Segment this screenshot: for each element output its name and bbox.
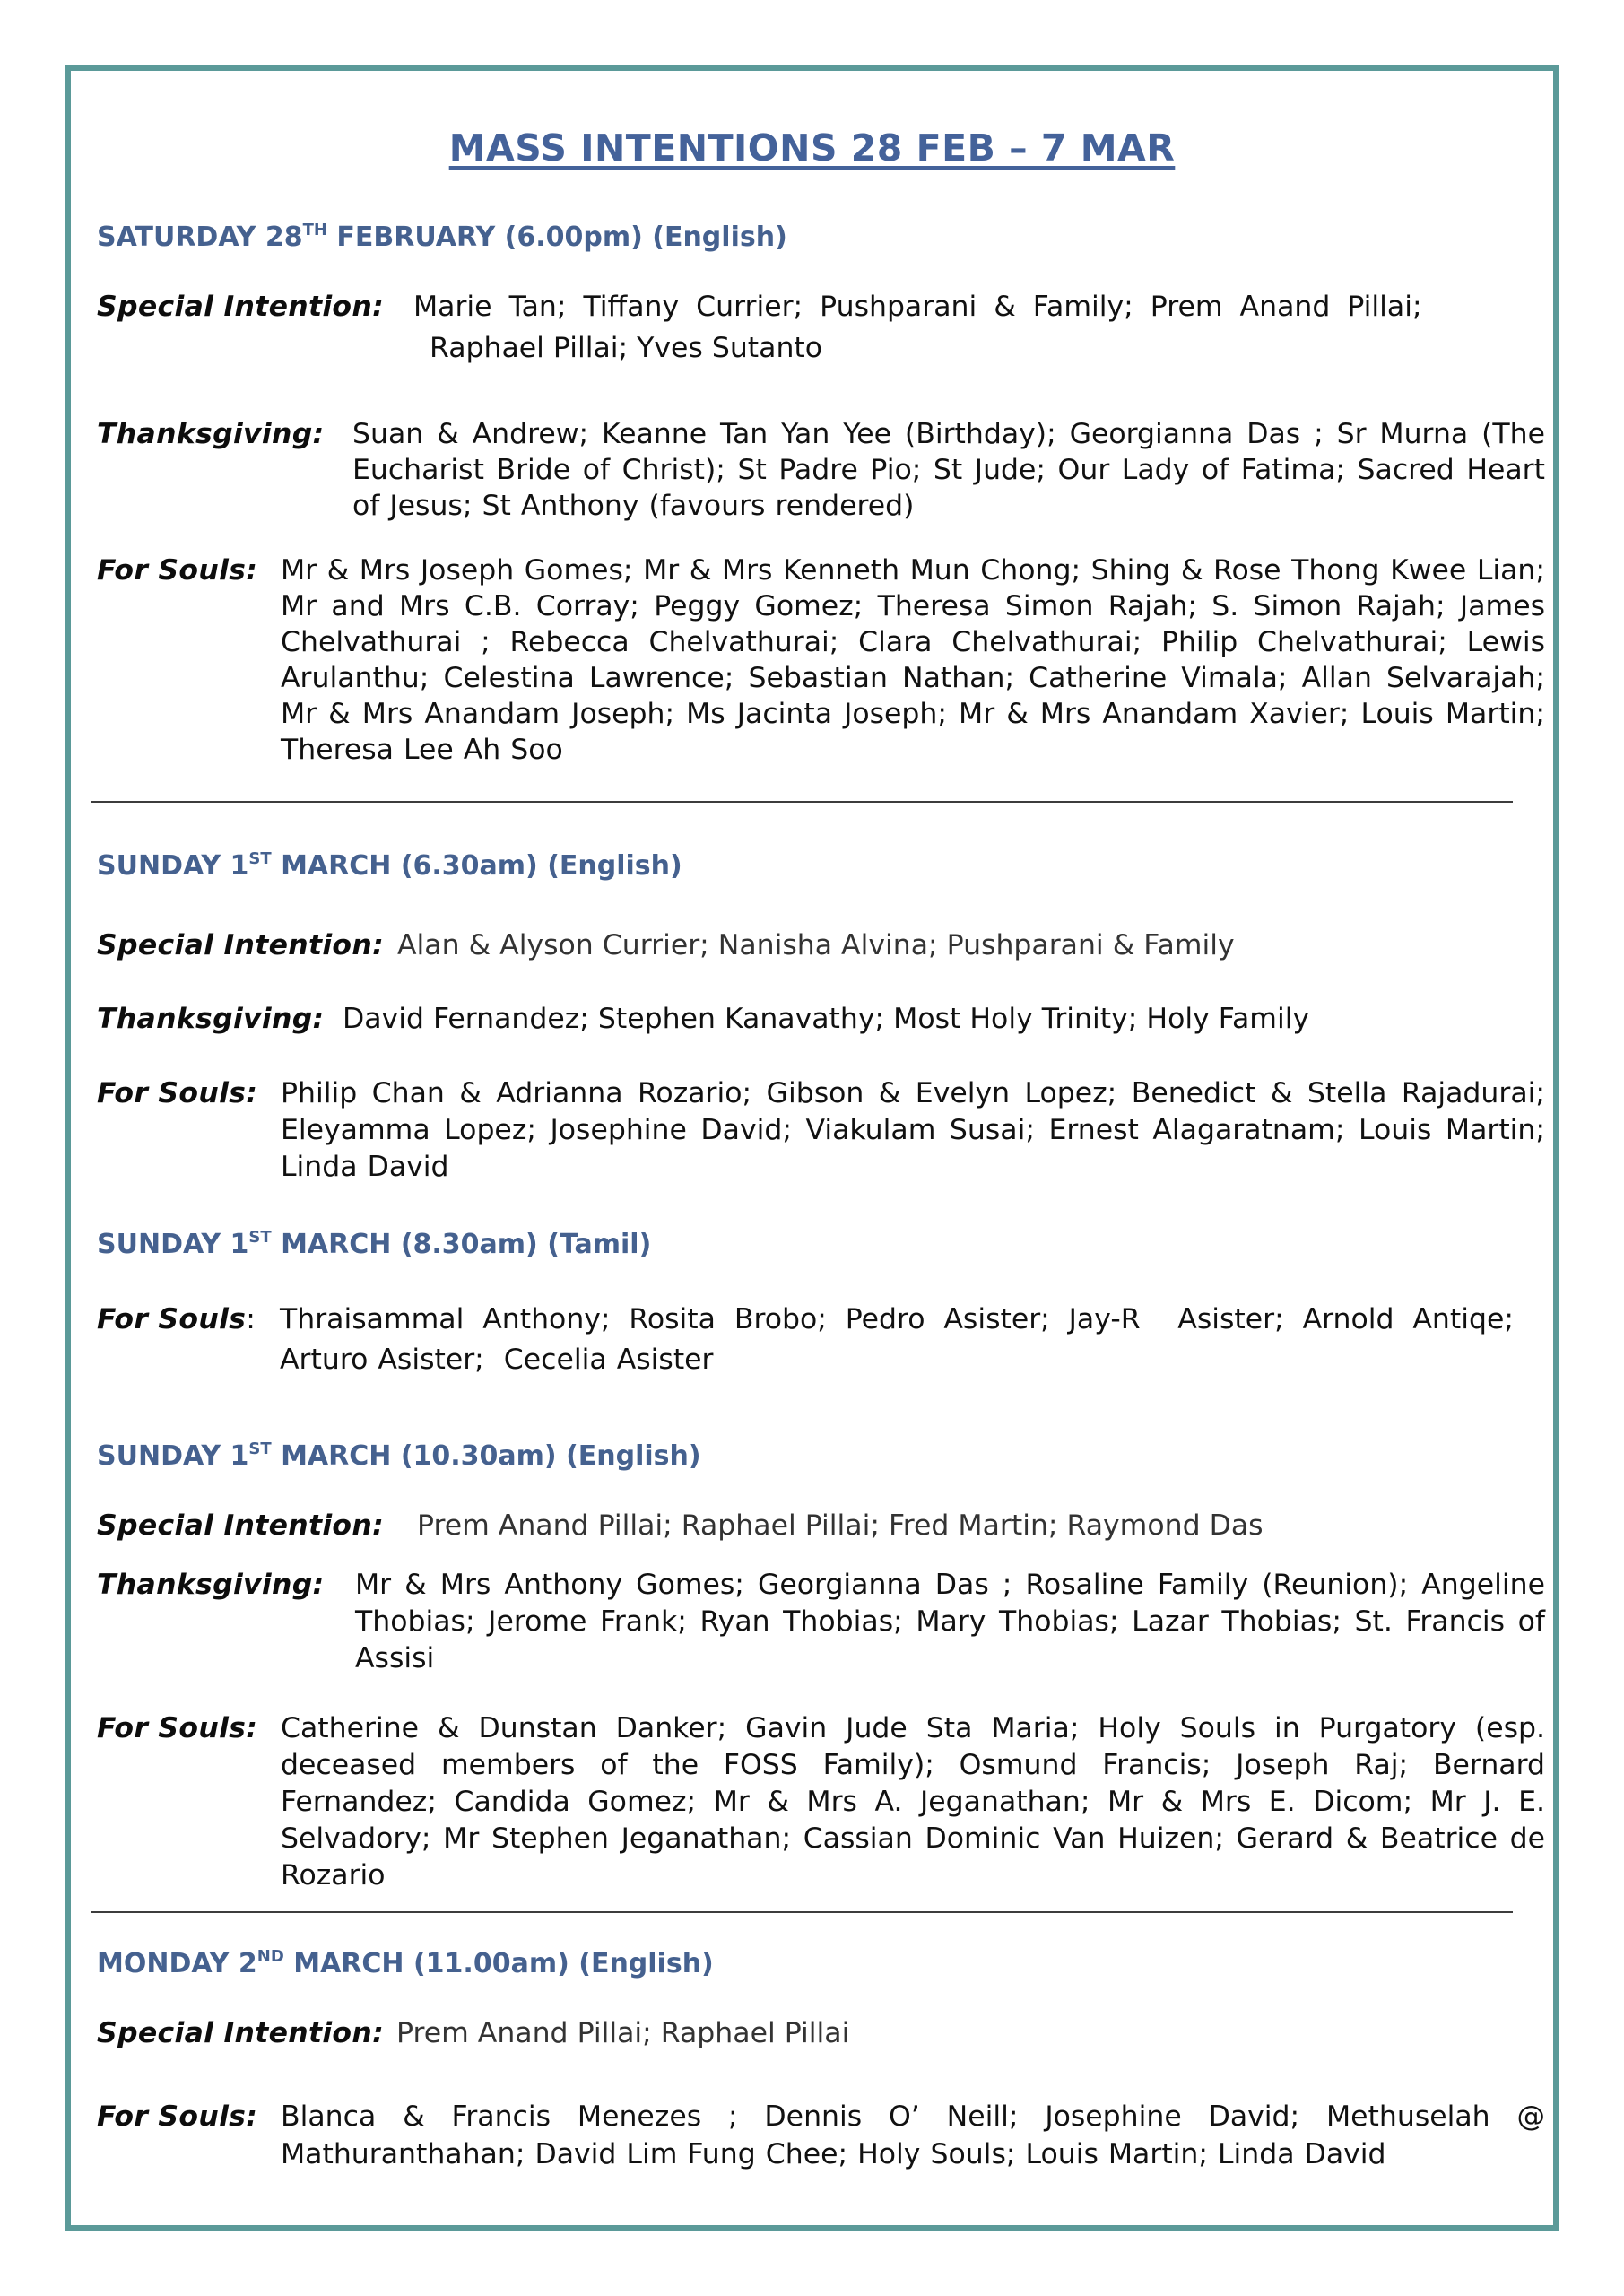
heading-day: SATURDAY 28 — [97, 222, 303, 253]
special-intention-line-2: Raphael Pillai; Yves Sutanto — [430, 332, 823, 364]
heading-day: SUNDAY 1 — [97, 850, 249, 882]
label-colon: : — [246, 1303, 256, 1335]
heading-ordinal: ND — [256, 1947, 284, 1966]
special-intention-text: Alan & Alyson Currier; Nanisha Alvina; Pushparani & Family — [397, 929, 1235, 961]
special-intention-text: Prem Anand Pillai; Raphael Pillai; Fred Martin; Raymond Das — [417, 1509, 1264, 1542]
intention-row-special — [97, 289, 1545, 370]
souls-text: Catherine & Dunstan Danker; Gavin Jude Sta Maria; Holy Souls in Purgatory (esp. deceased members of the FOSS Family); Osmund Francis; Joseph Raj; Bernard Fernandez; Candida Gomez; Mr & Mrs A. Jeganathan; Mr & Mrs E. Dicom; Mr J. E. Selvadory; Mr Stephen Jeganathan; Cassian Dominic Van Huizen; Gerard & Beatrice de Rozario — [281, 1712, 1545, 1892]
heading-rest: MARCH (11.00am) (English) — [293, 1948, 714, 1979]
label-thanksgiving: Thanksgiving: — [97, 1003, 325, 1035]
heading-ordinal: TH — [302, 221, 327, 239]
page-title: MASS INTENTIONS 28 FEB – 7 MAR — [448, 126, 1176, 170]
section-divider — [91, 801, 1513, 803]
label-thanksgiving: Thanksgiving: — [97, 418, 325, 450]
label-thanksgiving: Thanksgiving: — [97, 1569, 325, 1601]
special-intention-text: Prem Anand Pillai; Raphael Pillai — [396, 2017, 850, 2049]
section-heading-sun-630 — [97, 848, 682, 888]
label-special-intention: Special Intention: — [97, 1509, 384, 1542]
souls-text: Philip Chan & Adrianna Rozario; Gibson & Evelyn Lopez; Benedict & Stella Rajadurai; Eleyamma Lopez; Josephine David; Viakulam Susai; Ernest Alagaratnam; Louis Martin; Linda David — [281, 1077, 1545, 1183]
heading-day: SUNDAY 1 — [97, 1229, 249, 1260]
section-heading-sun-830 — [97, 1227, 651, 1266]
heading-rest: MARCH (10.30am) (English) — [281, 1440, 701, 1472]
section-heading-sat-28-feb — [97, 220, 787, 259]
souls-text: Mr & Mrs Joseph Gomes; Mr & Mrs Kenneth Mun Chong; Shing & Rose Thong Kwee Lian; Mr and Mrs C.B. Corray; Peggy Gomez; Theresa Simon Rajah; S. Simon Rajah; James Chelvathurai ; Rebecca Chelvathurai; Clara Chelvathurai; Philip Chelvathurai; Lewis Arulanthu; Celestina Lawrence; Sebastian Nathan; Catherine Vimala; Allan Selvarajah; Mr & Mrs Anandam Joseph; Ms Jacinta Joseph; Mr & Mrs Anandam Xavier; Louis Martin; Theresa Lee Ah Soo — [281, 554, 1545, 766]
label-special-intention: Special Intention: — [97, 291, 384, 323]
heading-rest: MARCH (6.30am) (English) — [281, 850, 682, 882]
section-divider — [91, 1911, 1513, 1913]
label-for-souls: For Souls: — [97, 2100, 258, 2133]
label-special-intention: Special Intention: — [97, 2017, 384, 2049]
heading-day: SUNDAY 1 — [97, 1440, 249, 1472]
heading-rest: FEBRUARY (6.00pm) (English) — [336, 222, 787, 253]
thanksgiving-text: Suan & Andrew; Keanne Tan Yan Yee (Birthday); Georgianna Das ; Sr Murna (The Eucharist Bride of Christ); St Padre Pio; St Jude; Our Lady of Fatima; Sacred Heart of Jesus; St Anthony (favours rendered) — [352, 418, 1545, 522]
heading-ordinal: ST — [248, 1228, 272, 1247]
label-for-souls: For Souls: — [97, 1077, 258, 1109]
souls-text: Blanca & Francis Menezes ; Dennis O’ Neill; Josephine David; Methuselah @ Mathuranthahan; David Lim Fung Chee; Holy Souls; Louis Martin; Linda David — [281, 2100, 1545, 2170]
label-for-souls: For Souls: — [97, 554, 258, 587]
special-intention-line-1: Marie Tan; Tiffany Currier; Pushparani & Family; Prem Anand Pillai; — [413, 291, 1422, 323]
thanksgiving-text: Mr & Mrs Anthony Gomes; Georgianna Das ; Rosaline Family (Reunion); Angeline Thobias; Jerome Frank; Ryan Thobias; Mary Thobias; Lazar Thobias; St. Francis of Assisi — [355, 1569, 1545, 1674]
thanksgiving-text: David Fernandez; Stephen Kanavathy; Most Holy Trinity; Holy Family — [343, 1003, 1310, 1035]
label-for-souls-text: For Souls — [97, 1303, 247, 1335]
souls-text: Thraisammal Anthony; Rosita Brobo; Pedro Asister; Jay-R Asister; Arnold Antiqe; Arturo Asister; Cecelia Asister — [280, 1303, 1524, 1376]
label-special-intention: Special Intention: — [97, 929, 384, 961]
heading-ordinal: ST — [248, 1439, 272, 1458]
heading-ordinal: ST — [248, 849, 272, 868]
heading-rest: MARCH (8.30am) (Tamil) — [281, 1229, 652, 1260]
label-for-souls — [97, 1300, 256, 1340]
heading-day: MONDAY 2 — [97, 1948, 257, 1979]
section-heading-sun-1030 — [97, 1439, 701, 1478]
section-heading-mon-1100 — [97, 1946, 714, 1986]
label-for-souls: For Souls: — [97, 1712, 258, 1744]
